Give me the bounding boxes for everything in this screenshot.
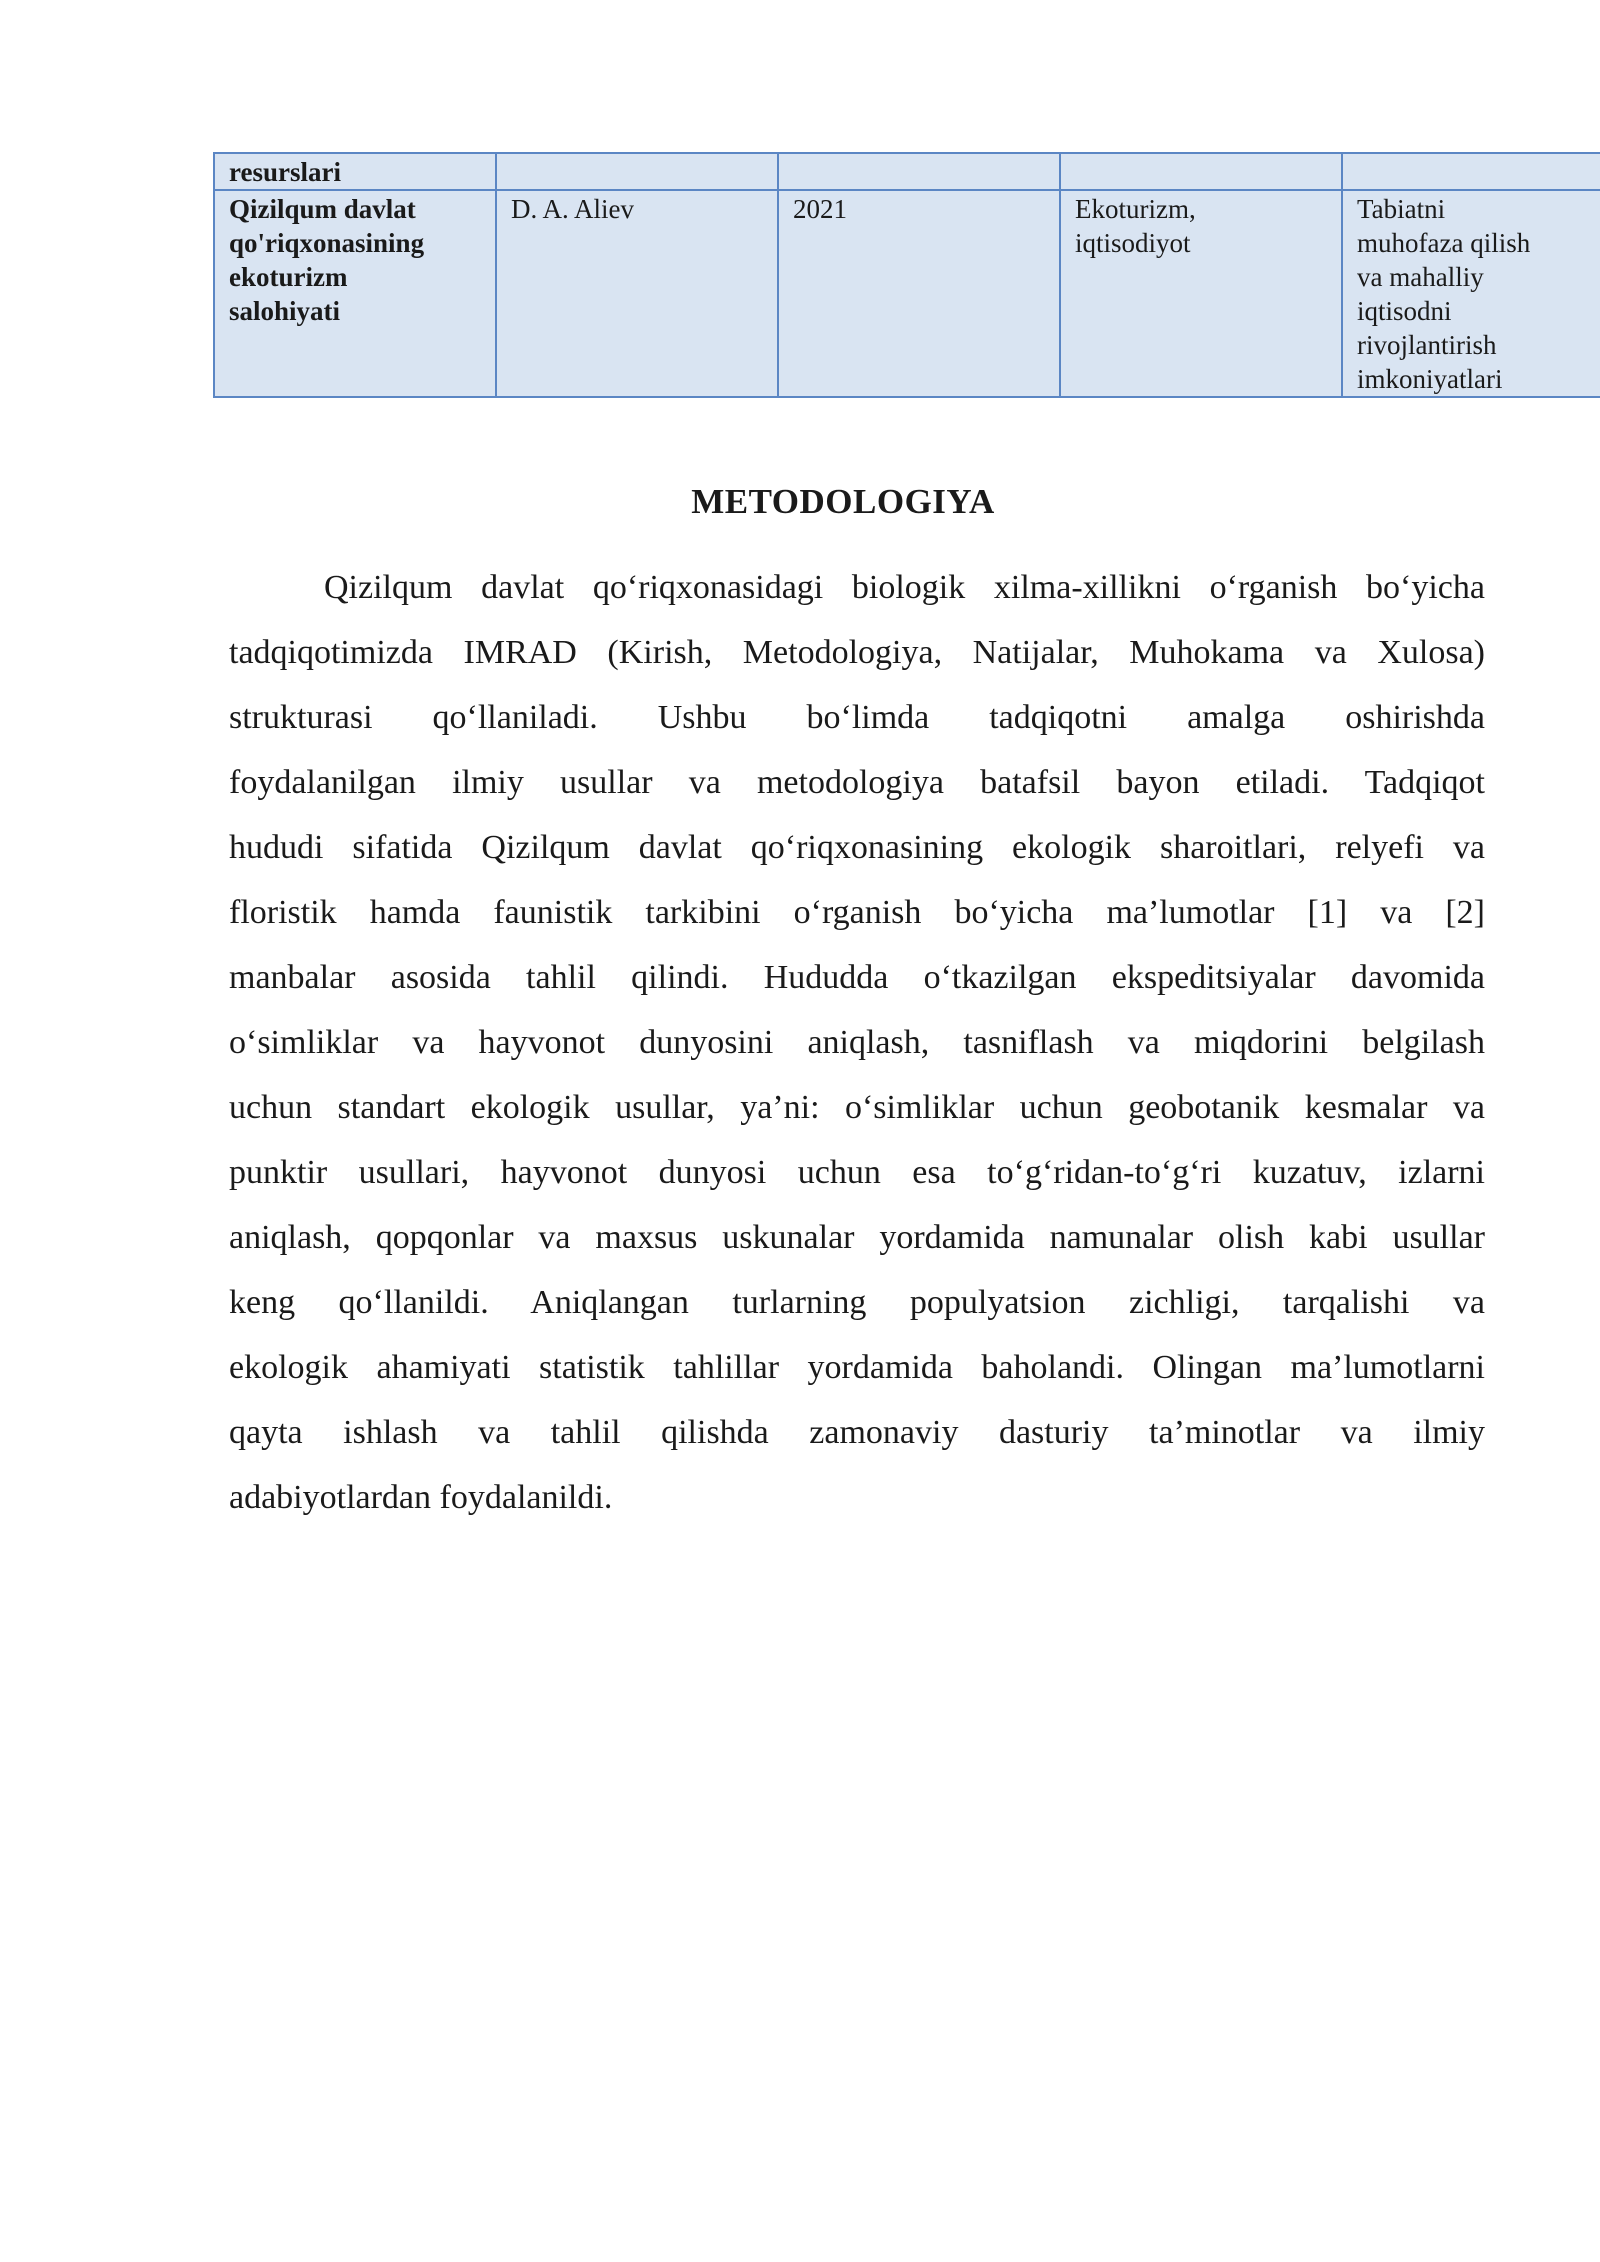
- table-cell-field: [1060, 190, 1342, 397]
- paragraph-line: uchun standart ekologik usullar, ya’ni: o‘simliklar uchun geobotanik kesmalar va: [229, 1089, 1485, 1126]
- cell-text: Qizilqum davlat: [229, 194, 416, 224]
- paragraph-line: Qizilqum davlat qo‘riqxonasidagi biologik xilma-xillikni o‘rganish bo‘yicha: [324, 569, 1485, 606]
- table-cell-author: [496, 153, 778, 190]
- table-cell-field: [1060, 153, 1342, 190]
- table-row: [214, 190, 1600, 397]
- paragraph-line: foydalanilgan ilmiy usullar va metodologiya batafsil bayon etiladi. Tadqiqot: [229, 764, 1485, 801]
- paragraph-line: manbalar asosida tahlil qilindi. Hududda o‘tkazilgan ekspeditsiyalar davomida: [229, 959, 1485, 996]
- section-heading: METODOLOGIYA: [691, 482, 995, 521]
- cell-text: Ekoturizm,: [1075, 194, 1196, 224]
- cell-text: va mahalliy: [1357, 262, 1484, 292]
- paragraph-line: strukturasi qo‘llaniladi. Ushbu bo‘limda tadqiqotni amalga oshirishda: [229, 699, 1485, 736]
- cell-text: D. A. Aliev: [511, 194, 635, 224]
- cell-text: iqtisodiyot: [1075, 228, 1191, 258]
- paragraph-line: o‘simliklar va hayvonot dunyosini aniqlash, tasniflash va miqdorini belgilash: [229, 1024, 1485, 1061]
- cell-text: ekoturizm: [229, 262, 348, 292]
- methodology-paragraph: [229, 555, 1485, 1530]
- cell-text: Tabiatni: [1357, 194, 1446, 224]
- cell-text: resurslari: [229, 157, 341, 187]
- paragraph-line: floristik hamda faunistik tarkibini o‘rganish bo‘yicha ma’lumotlar [1] va [2]: [229, 894, 1485, 931]
- cell-text: imkoniyatlari: [1357, 364, 1503, 394]
- paragraph-line: adabiyotlardan foydalanildi.: [229, 1479, 613, 1516]
- table-cell-title: [214, 153, 496, 190]
- paragraph-line: ekologik ahamiyati statistik tahlillar yordamida baholandi. Olingan ma’lumotlarni: [229, 1349, 1485, 1386]
- paragraph-line: aniqlash, qopqonlar va maxsus uskunalar yordamida namunalar olish kabi usullar: [229, 1219, 1485, 1256]
- cell-text: rivojlantirish: [1357, 330, 1497, 360]
- paragraph-line: keng qo‘llanildi. Aniqlangan turlarning populyatsion zichligi, tarqalishi va: [229, 1284, 1485, 1321]
- table-row: [214, 153, 1600, 190]
- paragraph-line: qayta ishlash va tahlil qilishda zamonaviy dasturiy ta’minotlar va ilmiy: [229, 1414, 1485, 1451]
- cell-text: muhofaza qilish: [1357, 228, 1531, 258]
- cell-text: iqtisodni: [1357, 296, 1452, 326]
- cell-text: salohiyati: [229, 296, 341, 326]
- table-cell-result: [1342, 190, 1600, 397]
- cell-text: qo'riqxonasining: [229, 228, 425, 258]
- table-cell-year: [778, 190, 1060, 397]
- literature-table: [213, 152, 1600, 398]
- cell-text: 2021: [793, 194, 847, 224]
- table-cell-author: [496, 190, 778, 397]
- paragraph-line: punktir usullari, hayvonot dunyosi uchun esa to‘g‘ridan-to‘g‘ri kuzatuv, izlarni: [229, 1154, 1485, 1191]
- table-cell-result: [1342, 153, 1600, 190]
- table-cell-year: [778, 153, 1060, 190]
- table-cell-title: [214, 190, 496, 397]
- paragraph-line: tadqiqotimizda IMRAD (Kirish, Metodologiya, Natijalar, Muhokama va Xulosa): [229, 634, 1485, 671]
- paragraph-line: hududi sifatida Qizilqum davlat qo‘riqxonasining ekologik sharoitlari, relyefi va: [229, 829, 1485, 866]
